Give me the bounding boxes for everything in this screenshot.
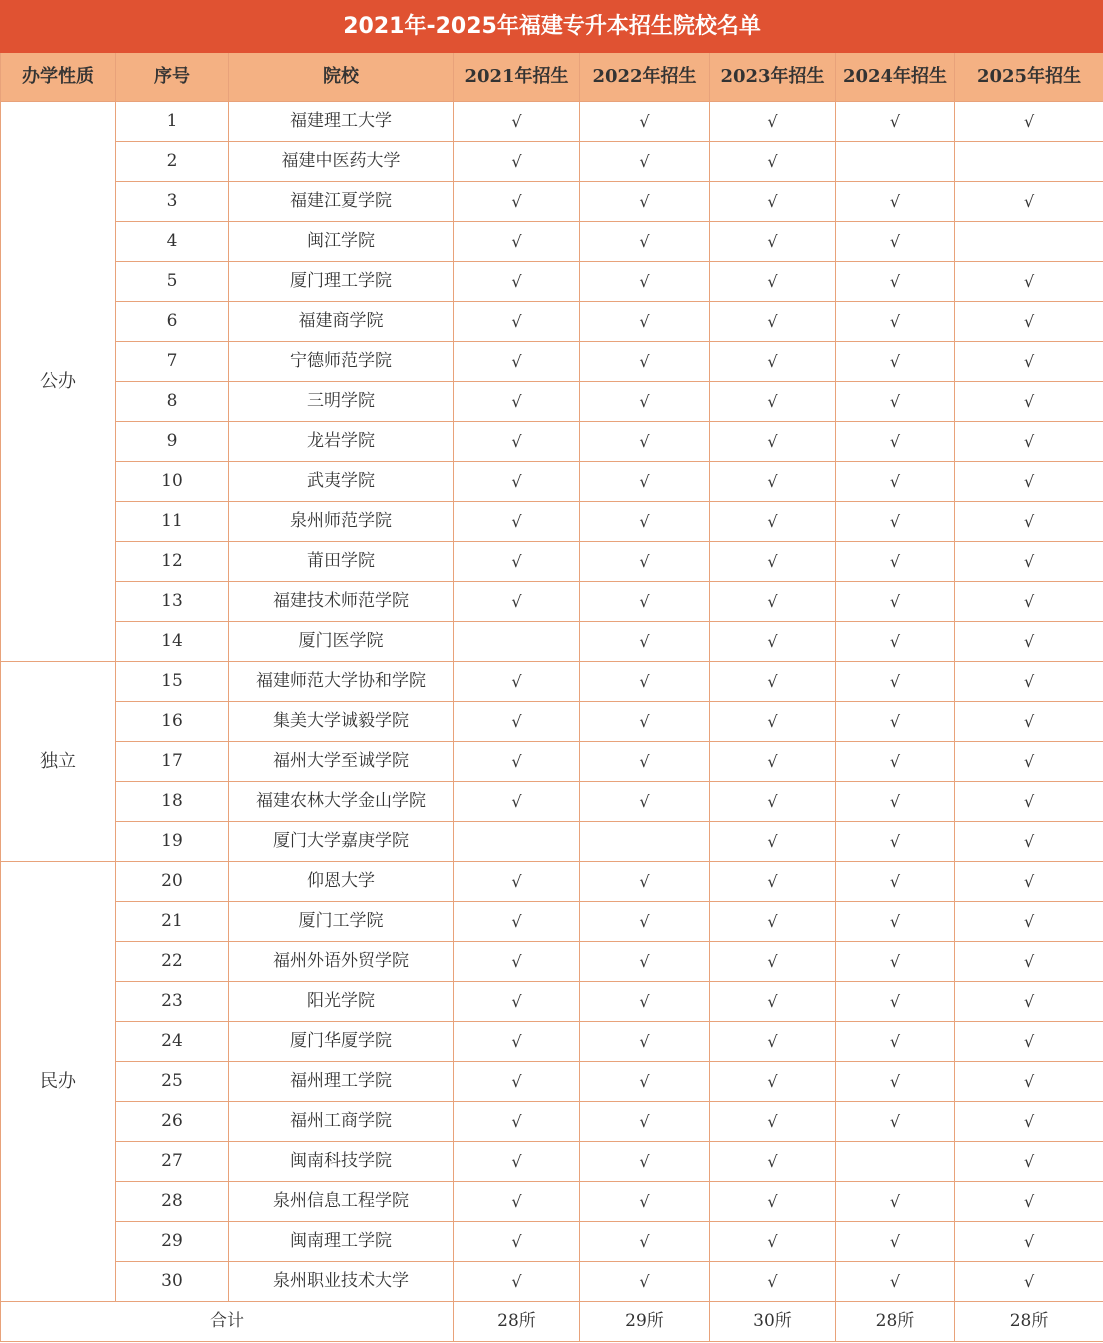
check-cell-2025: √ bbox=[955, 662, 1103, 702]
check-cell-2025: √ bbox=[955, 822, 1103, 862]
check-cell-2025: √ bbox=[955, 1022, 1103, 1062]
check-cell-2023: √ bbox=[710, 1182, 836, 1222]
check-cell-2024: √ bbox=[836, 822, 955, 862]
table-row bbox=[1, 582, 1103, 622]
check-cell-2025: √ bbox=[955, 102, 1103, 142]
check-cell-2021 bbox=[454, 822, 580, 862]
check-cell-2021: √ bbox=[454, 902, 580, 942]
check-cell-2024: √ bbox=[836, 782, 955, 822]
header-index: 序号 bbox=[116, 53, 229, 102]
school-cell: 福建商学院 bbox=[229, 302, 454, 342]
check-cell-2022: √ bbox=[580, 262, 710, 302]
check-cell-2023: √ bbox=[710, 782, 836, 822]
table-row bbox=[1, 702, 1103, 742]
school-cell: 厦门工学院 bbox=[229, 902, 454, 942]
check-cell-2021: √ bbox=[454, 582, 580, 622]
check-cell-2022: √ bbox=[580, 102, 710, 142]
check-cell-2025: √ bbox=[955, 422, 1103, 462]
check-cell-2022: √ bbox=[580, 382, 710, 422]
check-cell-2023: √ bbox=[710, 1262, 836, 1302]
school-cell: 仰恩大学 bbox=[229, 862, 454, 902]
check-cell-2023: √ bbox=[710, 1222, 836, 1262]
check-cell-2024: √ bbox=[836, 1022, 955, 1062]
table-row bbox=[1, 902, 1103, 942]
school-cell: 武夷学院 bbox=[229, 462, 454, 502]
check-cell-2022: √ bbox=[580, 662, 710, 702]
check-cell-2023: √ bbox=[710, 302, 836, 342]
check-cell-2024: √ bbox=[836, 502, 955, 542]
check-cell-2025: √ bbox=[955, 1182, 1103, 1222]
school-cell: 闽南科技学院 bbox=[229, 1142, 454, 1182]
check-cell-2025: √ bbox=[955, 1222, 1103, 1262]
table-row bbox=[1, 542, 1103, 582]
check-cell-2025: √ bbox=[955, 1062, 1103, 1102]
table-row bbox=[1, 782, 1103, 822]
school-cell: 福州工商学院 bbox=[229, 1102, 454, 1142]
check-cell-2024: √ bbox=[836, 662, 955, 702]
check-cell-2021: √ bbox=[454, 942, 580, 982]
check-cell-2021: √ bbox=[454, 542, 580, 582]
check-cell-2025 bbox=[955, 142, 1103, 182]
check-cell-2025: √ bbox=[955, 1142, 1103, 1182]
check-cell-2021: √ bbox=[454, 782, 580, 822]
check-cell-2022: √ bbox=[580, 702, 710, 742]
school-cell: 厦门华厦学院 bbox=[229, 1022, 454, 1062]
check-cell-2024: √ bbox=[836, 982, 955, 1022]
check-cell-2022: √ bbox=[580, 1182, 710, 1222]
index-cell: 3 bbox=[116, 182, 229, 222]
table-row bbox=[1, 502, 1103, 542]
index-cell: 16 bbox=[116, 702, 229, 742]
school-cell: 福州外语外贸学院 bbox=[229, 942, 454, 982]
table-body bbox=[1, 102, 1103, 1302]
table-row bbox=[1, 1142, 1103, 1182]
school-cell: 福建技术师范学院 bbox=[229, 582, 454, 622]
table-row bbox=[1, 1262, 1103, 1302]
check-cell-2022: √ bbox=[580, 1062, 710, 1102]
check-cell-2024: √ bbox=[836, 942, 955, 982]
index-cell: 1 bbox=[116, 102, 229, 142]
check-cell-2024: √ bbox=[836, 542, 955, 582]
check-cell-2025: √ bbox=[955, 262, 1103, 302]
check-cell-2024: √ bbox=[836, 902, 955, 942]
check-cell-2024: √ bbox=[836, 422, 955, 462]
index-cell: 17 bbox=[116, 742, 229, 782]
table-row bbox=[1, 662, 1103, 702]
index-cell: 20 bbox=[116, 862, 229, 902]
school-cell: 三明学院 bbox=[229, 382, 454, 422]
check-cell-2023: √ bbox=[710, 1102, 836, 1142]
school-cell: 福建江夏学院 bbox=[229, 182, 454, 222]
index-cell: 22 bbox=[116, 942, 229, 982]
check-cell-2024: √ bbox=[836, 862, 955, 902]
check-cell-2024: √ bbox=[836, 462, 955, 502]
check-cell-2024: √ bbox=[836, 582, 955, 622]
index-cell: 24 bbox=[116, 1022, 229, 1062]
index-cell: 26 bbox=[116, 1102, 229, 1142]
category-cell: 独立 bbox=[1, 662, 116, 862]
school-cell: 福州理工学院 bbox=[229, 1062, 454, 1102]
check-cell-2021: √ bbox=[454, 1262, 580, 1302]
check-cell-2024: √ bbox=[836, 1102, 955, 1142]
check-cell-2023: √ bbox=[710, 462, 836, 502]
check-cell-2022: √ bbox=[580, 302, 710, 342]
index-cell: 9 bbox=[116, 422, 229, 462]
index-cell: 15 bbox=[116, 662, 229, 702]
header-2022: 2022年招生 bbox=[580, 53, 710, 102]
check-cell-2024: √ bbox=[836, 1062, 955, 1102]
index-cell: 19 bbox=[116, 822, 229, 862]
total-2023: 30所 bbox=[710, 1302, 836, 1342]
check-cell-2022: √ bbox=[580, 622, 710, 662]
check-cell-2024: √ bbox=[836, 1222, 955, 1262]
check-cell-2021: √ bbox=[454, 502, 580, 542]
index-cell: 30 bbox=[116, 1262, 229, 1302]
school-cell: 集美大学诚毅学院 bbox=[229, 702, 454, 742]
check-cell-2023: √ bbox=[710, 902, 836, 942]
header-2023: 2023年招生 bbox=[710, 53, 836, 102]
index-cell: 5 bbox=[116, 262, 229, 302]
check-cell-2022: √ bbox=[580, 782, 710, 822]
check-cell-2021: √ bbox=[454, 982, 580, 1022]
check-cell-2025: √ bbox=[955, 462, 1103, 502]
table-row bbox=[1, 742, 1103, 782]
school-cell: 泉州师范学院 bbox=[229, 502, 454, 542]
check-cell-2024: √ bbox=[836, 622, 955, 662]
header-2025: 2025年招生 bbox=[955, 53, 1103, 102]
table-row bbox=[1, 462, 1103, 502]
school-cell: 闽南理工学院 bbox=[229, 1222, 454, 1262]
check-cell-2021: √ bbox=[454, 662, 580, 702]
check-cell-2023: √ bbox=[710, 742, 836, 782]
check-cell-2023: √ bbox=[710, 222, 836, 262]
school-cell: 福建理工大学 bbox=[229, 102, 454, 142]
check-cell-2021: √ bbox=[454, 302, 580, 342]
total-2022: 29所 bbox=[580, 1302, 710, 1342]
index-cell: 7 bbox=[116, 342, 229, 382]
check-cell-2025: √ bbox=[955, 782, 1103, 822]
table-row bbox=[1, 142, 1103, 182]
check-cell-2022: √ bbox=[580, 422, 710, 462]
table-row bbox=[1, 622, 1103, 662]
total-row bbox=[1, 1302, 1103, 1342]
check-cell-2021: √ bbox=[454, 1182, 580, 1222]
check-cell-2025: √ bbox=[955, 542, 1103, 582]
check-cell-2022: √ bbox=[580, 582, 710, 622]
index-cell: 21 bbox=[116, 902, 229, 942]
check-cell-2021: √ bbox=[454, 1222, 580, 1262]
check-cell-2022: √ bbox=[580, 1222, 710, 1262]
index-cell: 12 bbox=[116, 542, 229, 582]
check-cell-2025: √ bbox=[955, 982, 1103, 1022]
check-cell-2025: √ bbox=[955, 382, 1103, 422]
check-cell-2022 bbox=[580, 822, 710, 862]
school-cell: 福建农林大学金山学院 bbox=[229, 782, 454, 822]
school-cell: 泉州信息工程学院 bbox=[229, 1182, 454, 1222]
check-cell-2021: √ bbox=[454, 862, 580, 902]
check-cell-2022: √ bbox=[580, 342, 710, 382]
check-cell-2022: √ bbox=[580, 182, 710, 222]
check-cell-2023: √ bbox=[710, 342, 836, 382]
index-cell: 23 bbox=[116, 982, 229, 1022]
check-cell-2024: √ bbox=[836, 342, 955, 382]
check-cell-2025: √ bbox=[955, 902, 1103, 942]
table-row bbox=[1, 822, 1103, 862]
school-cell: 厦门理工学院 bbox=[229, 262, 454, 302]
check-cell-2024: √ bbox=[836, 262, 955, 302]
index-cell: 13 bbox=[116, 582, 229, 622]
check-cell-2023: √ bbox=[710, 142, 836, 182]
check-cell-2025: √ bbox=[955, 742, 1103, 782]
total-2021: 28所 bbox=[454, 1302, 580, 1342]
total-label: 合计 bbox=[1, 1302, 454, 1342]
check-cell-2023: √ bbox=[710, 582, 836, 622]
table-row bbox=[1, 982, 1103, 1022]
index-cell: 28 bbox=[116, 1182, 229, 1222]
check-cell-2023: √ bbox=[710, 822, 836, 862]
school-cell: 福州大学至诚学院 bbox=[229, 742, 454, 782]
school-cell: 莆田学院 bbox=[229, 542, 454, 582]
check-cell-2021: √ bbox=[454, 702, 580, 742]
total-2025: 28所 bbox=[955, 1302, 1103, 1342]
check-cell-2022: √ bbox=[580, 862, 710, 902]
check-cell-2021: √ bbox=[454, 462, 580, 502]
check-cell-2022: √ bbox=[580, 1022, 710, 1062]
index-cell: 11 bbox=[116, 502, 229, 542]
index-cell: 8 bbox=[116, 382, 229, 422]
category-cell: 公办 bbox=[1, 102, 116, 662]
check-cell-2023: √ bbox=[710, 862, 836, 902]
table-row bbox=[1, 262, 1103, 302]
check-cell-2025 bbox=[955, 222, 1103, 262]
check-cell-2025: √ bbox=[955, 502, 1103, 542]
check-cell-2025: √ bbox=[955, 622, 1103, 662]
header-row bbox=[1, 53, 1103, 102]
check-cell-2025: √ bbox=[955, 1262, 1103, 1302]
check-cell-2022: √ bbox=[580, 222, 710, 262]
check-cell-2025: √ bbox=[955, 302, 1103, 342]
index-cell: 29 bbox=[116, 1222, 229, 1262]
index-cell: 2 bbox=[116, 142, 229, 182]
table-row bbox=[1, 1022, 1103, 1062]
index-cell: 27 bbox=[116, 1142, 229, 1182]
check-cell-2022: √ bbox=[580, 462, 710, 502]
index-cell: 6 bbox=[116, 302, 229, 342]
school-cell: 闽江学院 bbox=[229, 222, 454, 262]
check-cell-2023: √ bbox=[710, 702, 836, 742]
category-cell: 民办 bbox=[1, 862, 116, 1302]
check-cell-2023: √ bbox=[710, 662, 836, 702]
check-cell-2025: √ bbox=[955, 582, 1103, 622]
school-cell: 福建师范大学协和学院 bbox=[229, 662, 454, 702]
check-cell-2024: √ bbox=[836, 1182, 955, 1222]
check-cell-2021: √ bbox=[454, 262, 580, 302]
check-cell-2024: √ bbox=[836, 742, 955, 782]
table-row bbox=[1, 1222, 1103, 1262]
check-cell-2024: √ bbox=[836, 102, 955, 142]
check-cell-2021: √ bbox=[454, 1102, 580, 1142]
school-cell: 阳光学院 bbox=[229, 982, 454, 1022]
header-category: 办学性质 bbox=[1, 53, 116, 102]
check-cell-2021: √ bbox=[454, 382, 580, 422]
check-cell-2021: √ bbox=[454, 422, 580, 462]
school-cell: 宁德师范学院 bbox=[229, 342, 454, 382]
check-cell-2023: √ bbox=[710, 502, 836, 542]
check-cell-2025: √ bbox=[955, 182, 1103, 222]
check-cell-2024: √ bbox=[836, 382, 955, 422]
check-cell-2021: √ bbox=[454, 1022, 580, 1062]
table-row bbox=[1, 422, 1103, 462]
index-cell: 25 bbox=[116, 1062, 229, 1102]
check-cell-2023: √ bbox=[710, 422, 836, 462]
check-cell-2024: √ bbox=[836, 702, 955, 742]
check-cell-2024: √ bbox=[836, 182, 955, 222]
check-cell-2023: √ bbox=[710, 262, 836, 302]
check-cell-2022: √ bbox=[580, 742, 710, 782]
table-row bbox=[1, 942, 1103, 982]
check-cell-2024: √ bbox=[836, 222, 955, 262]
check-cell-2021: √ bbox=[454, 142, 580, 182]
check-cell-2022: √ bbox=[580, 142, 710, 182]
check-cell-2022: √ bbox=[580, 1142, 710, 1182]
index-cell: 10 bbox=[116, 462, 229, 502]
check-cell-2021: √ bbox=[454, 182, 580, 222]
header-school: 院校 bbox=[229, 53, 454, 102]
check-cell-2021: √ bbox=[454, 1062, 580, 1102]
table-row bbox=[1, 102, 1103, 142]
check-cell-2023: √ bbox=[710, 102, 836, 142]
table-row bbox=[1, 382, 1103, 422]
check-cell-2023: √ bbox=[710, 982, 836, 1022]
check-cell-2025: √ bbox=[955, 702, 1103, 742]
check-cell-2021: √ bbox=[454, 342, 580, 382]
index-cell: 4 bbox=[116, 222, 229, 262]
check-cell-2023: √ bbox=[710, 542, 836, 582]
school-cell: 厦门大学嘉庚学院 bbox=[229, 822, 454, 862]
check-cell-2023: √ bbox=[710, 622, 836, 662]
table-row bbox=[1, 1062, 1103, 1102]
check-cell-2021: √ bbox=[454, 1142, 580, 1182]
check-cell-2022: √ bbox=[580, 1262, 710, 1302]
table-row bbox=[1, 1102, 1103, 1142]
check-cell-2021 bbox=[454, 622, 580, 662]
check-cell-2025: √ bbox=[955, 942, 1103, 982]
check-cell-2023: √ bbox=[710, 1142, 836, 1182]
index-cell: 14 bbox=[116, 622, 229, 662]
check-cell-2022: √ bbox=[580, 902, 710, 942]
school-cell: 厦门医学院 bbox=[229, 622, 454, 662]
table-row bbox=[1, 1182, 1103, 1222]
check-cell-2024 bbox=[836, 1142, 955, 1182]
table-row bbox=[1, 302, 1103, 342]
school-cell: 福建中医药大学 bbox=[229, 142, 454, 182]
table-row bbox=[1, 222, 1103, 262]
header-2021: 2021年招生 bbox=[454, 53, 580, 102]
table-row bbox=[1, 342, 1103, 382]
table-title: 2021年-2025年福建专升本招生院校名单 bbox=[1, 1, 1103, 53]
check-cell-2021: √ bbox=[454, 222, 580, 262]
check-cell-2021: √ bbox=[454, 102, 580, 142]
check-cell-2022: √ bbox=[580, 942, 710, 982]
check-cell-2025: √ bbox=[955, 862, 1103, 902]
table-row bbox=[1, 862, 1103, 902]
table-row bbox=[1, 182, 1103, 222]
school-cell: 泉州职业技术大学 bbox=[229, 1262, 454, 1302]
check-cell-2022: √ bbox=[580, 502, 710, 542]
check-cell-2022: √ bbox=[580, 1102, 710, 1142]
index-cell: 18 bbox=[116, 782, 229, 822]
school-cell: 龙岩学院 bbox=[229, 422, 454, 462]
check-cell-2022: √ bbox=[580, 542, 710, 582]
check-cell-2023: √ bbox=[710, 942, 836, 982]
check-cell-2023: √ bbox=[710, 1022, 836, 1062]
check-cell-2021: √ bbox=[454, 742, 580, 782]
check-cell-2023: √ bbox=[710, 382, 836, 422]
check-cell-2025: √ bbox=[955, 342, 1103, 382]
check-cell-2023: √ bbox=[710, 182, 836, 222]
check-cell-2024: √ bbox=[836, 1262, 955, 1302]
header-2024: 2024年招生 bbox=[836, 53, 955, 102]
check-cell-2024: √ bbox=[836, 302, 955, 342]
total-2024: 28所 bbox=[836, 1302, 955, 1342]
check-cell-2025: √ bbox=[955, 1102, 1103, 1142]
check-cell-2024 bbox=[836, 142, 955, 182]
check-cell-2023: √ bbox=[710, 1062, 836, 1102]
check-cell-2022: √ bbox=[580, 982, 710, 1022]
